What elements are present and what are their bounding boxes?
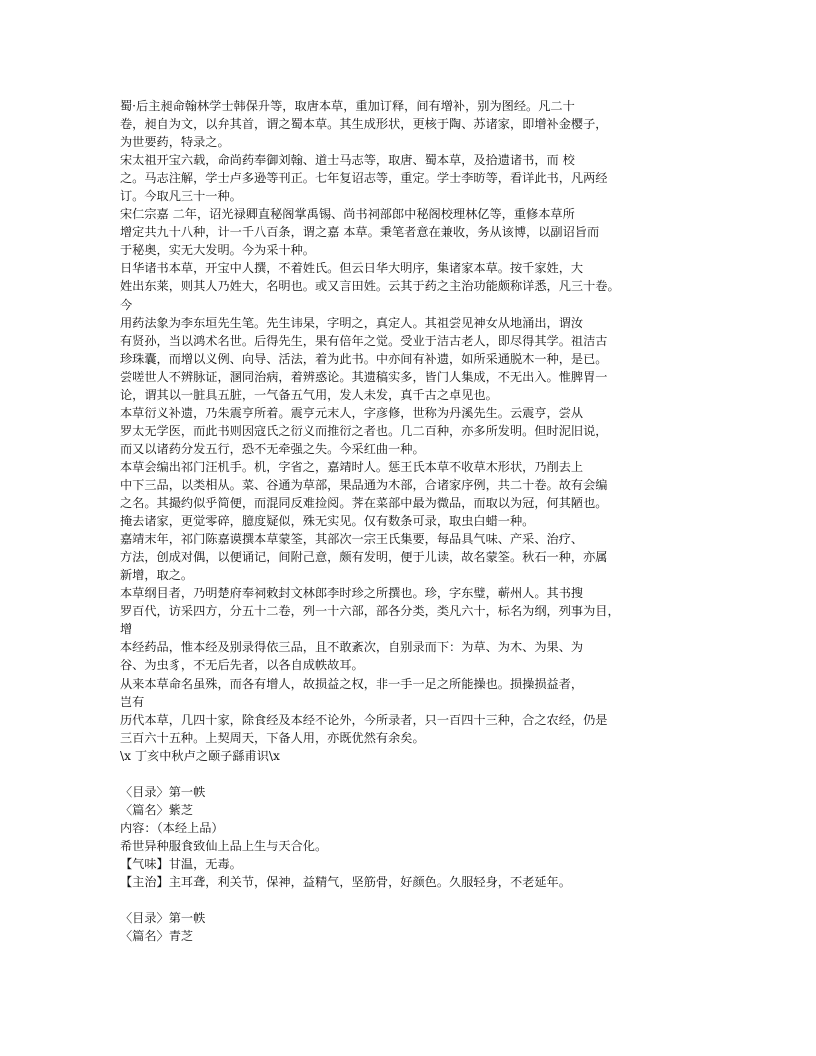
preface-line: \x 丁亥中秋卢之颐子繇甫识\x (120, 748, 280, 763)
preface-line: 姓出东莱，则其人乃姓大，名明也。或又言田姓。云其于药之主治功能颇称详悉，凡三十卷。 (120, 279, 620, 294)
preface-line: 卷，昶自为文，以弁其首，谓之蜀本草。其生成形状，更核于陶、苏诸家，即增补金樱子， (120, 117, 608, 132)
preface-line: 于秘奥，实无大发明。今为采十种。 (120, 243, 315, 258)
entry-content-label: 内容：（本经上品） (120, 820, 224, 835)
preface-line: 罗太无学医，而此书则因寇氏之衍义而推衍之者也。几二百种，亦多所发明。但时泥旧说， (120, 423, 608, 438)
preface-line: 之。马志注解，学士卢多逊等刊正。七年复诏志等，重定。学士李昉等，看详此书，凡两经 (120, 171, 608, 186)
preface-line: 日华诸书本草，开宝中人撰，不着姓氏。但云日华大明序，集诸家本草。按千家姓，大 (120, 261, 584, 276)
preface-line: 蜀·后主昶命翰林学士韩保升等，取唐本草，重加订释，间有增补，别为图经。凡二十 (120, 99, 575, 113)
preface-line: 本草衍义补遗，乃朱震亨所着。震亨元末人，字彦修，世称为丹溪先生。云震亨，尝从 (120, 405, 584, 420)
preface-line: 宋太祖开宝六载，命尚药奉御刘翰、道士马志等，取唐、蜀本草，及拾遗诸书，而 校 (120, 153, 575, 168)
preface-line: 增定共九十八种，计一千八百条，谓之嘉 本草。秉笔者意在兼收，务从该博，以副诏旨而 (120, 225, 600, 240)
entry-zhuzhi: 【主治】主耳聋，利关节，保神，益精气，坚筋骨，好颜色。久服轻身，不老延年。 (120, 875, 571, 890)
preface-line: 方法，创成对偶，以便诵记，间附己意，颇有发明，便于儿读，故名蒙筌。秋石一种，亦属 (120, 550, 608, 565)
entry-title-line: 〈篇名〉紫芝 (120, 802, 194, 817)
preface-line: 岂有 (120, 694, 145, 709)
preface-line: 今 (120, 297, 133, 312)
entry-zizhi (120, 783, 700, 891)
preface-line: 本经药品，惟本经及别录得依三品，且不敢紊次，自别录而下：为草、为木、为果、为 (120, 640, 584, 655)
preface-line: 从来本草命名虽殊，而各有增人，故损益之权，非一手一足之所能操也。损操损益者， (120, 676, 584, 691)
preface-line: 本草会编出祁门汪机手。机，字省之，嘉靖时人。惩王氏本草不收草木形状，乃削去上 (120, 459, 584, 474)
preface-line: 掩去诸家，更觉零碎，臆度疑似，殊无实见。仅有数条可录，取虫白蜡一种。 (120, 514, 535, 529)
spacer (120, 765, 700, 783)
preface-line: 订。今取凡三十一种。 (120, 189, 242, 204)
entry-catalog-line: 〈目录〉第一帙 (120, 911, 206, 926)
entry-catalog-line: 〈目录〉第一帙 (120, 784, 206, 799)
entry-qingzhi (120, 909, 700, 945)
preface-line: 有贤孙，当以鸿术名世。后得先生，果有倍年之觉。受业于洁古老人，即尽得其学。祖洁古 (120, 333, 608, 348)
preface-line: 谷、为虫豸，不无后先者，以各自成帙故耳。 (120, 658, 364, 673)
document-page (120, 97, 700, 945)
preface-line: 珍珠囊，而增以义例、向导、活法，着为此书。中亦间有补遗，如所采通脱木一种，是已。 (120, 351, 608, 366)
preface-section (120, 97, 700, 765)
preface-line: 为世要药，特录之。 (120, 135, 230, 150)
preface-line: 罗百代，访采四方，分五十二卷，列一十六部，部各分类，类凡六十，标名为纲，列事为目， (120, 604, 620, 619)
preface-line: 宋仁宗嘉 二年，诏光禄卿直秘阁掌禹锡、尚书祠部郎中秘阁校理林亿等，重修本草所 (120, 207, 575, 222)
entry-qiwei: 【气味】甘温，无毒。 (120, 856, 242, 871)
preface-line: 尝嗟世人不辨脉证，溷同治病，着辨惑论。其遗稿实多，皆门人集成，不无出入。惟脾胃一 (120, 369, 608, 384)
preface-line: 用药法象为李东垣先生笔。先生讳杲，字明之，真定人。其祖尝见神女从地涌出，谓汝 (120, 315, 584, 330)
spacer (120, 891, 700, 909)
preface-line: 三百六十五种。上契周天，下备人用，亦既优然有余矣。 (120, 730, 425, 745)
preface-line: 中下三品，以类相从。菜、谷通为草部，果品通为木部，合诸家序例，共二十卷。故有会编 (120, 477, 608, 492)
entry-description: 希世异种服食致仙上品上生与天合化。 (120, 838, 328, 853)
preface-line: 历代本草，几四十家，除食经及本经不论外，今所录者，只一百四十三种，合之农经，仍是 (120, 712, 608, 727)
preface-line: 而又以诸药分发五行，恐不无牵强之失。今采红曲一种。 (120, 441, 425, 456)
entry-title-line: 〈篇名〉青芝 (120, 929, 194, 944)
preface-line: 增 (120, 622, 133, 637)
preface-line: 新增，取之。 (120, 568, 194, 583)
preface-line: 嘉靖末年，祁门陈嘉谟撰本草蒙筌，其部次一宗王氏集要，每品具气味、产采、治疗、 (120, 532, 584, 547)
preface-line: 之名。其撮约似乎简便，而混同反难捡阅。荠在菜部中最为微品，而取以为冠，何其陋也。 (120, 496, 608, 511)
preface-line: 论，谓其以一脏具五脏，一气备五气用，发人未发，真千古之卓见也。 (120, 387, 498, 402)
preface-line: 本草纲目者，乃明楚府奉祠敕封文林郎李时珍之所撰也。珍，字东璧，蕲州人。其书搜 (120, 586, 584, 601)
